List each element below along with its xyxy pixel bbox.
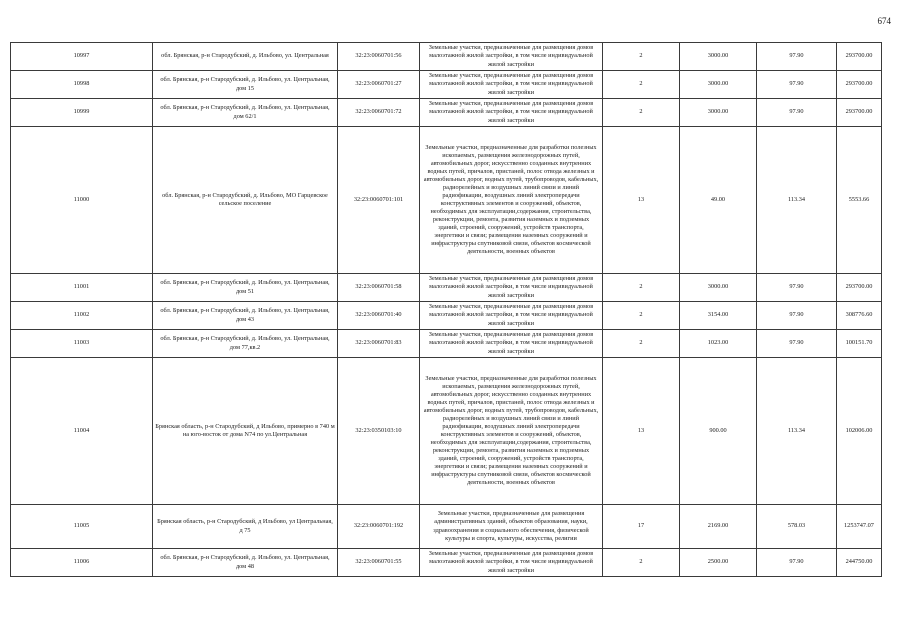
record-number-cell: 10997 [11,43,153,71]
cadastral-value-cell: 308776.60 [837,302,882,330]
area-cell: 1023.00 [680,330,757,358]
area-cell: 3000.00 [680,71,757,99]
table-row [11,71,882,99]
land-use-purpose-cell: Земельные участки, предназначенные для размещения домов малоэтажной жилой застройки, в том числе индивидуальной жилой застройки [420,302,603,330]
land-use-purpose-cell: Земельные участки, предназначенные для размещения домов малоэтажной жилой застройки, в том числе индивидуальной жилой застройки [420,99,603,127]
area-cell: 49.00 [680,127,757,274]
cadastral-number-cell: 32:23:0060701:55 [338,549,420,577]
address-cell: обл. Брянская, р-н Стародубский, д. Ильбово, ул. Центральная, дом 48 [153,549,338,577]
area-cell: 3154.00 [680,302,757,330]
cadastral-number-cell: 32:23:0060701:56 [338,43,420,71]
record-number-cell: 11001 [11,274,153,302]
address-cell: обл. Брянская, р-н Стародубский, д. Ильбово, ул. Центральная, дом 51 [153,274,338,302]
area-cell: 3000.00 [680,274,757,302]
land-use-group-cell: 2 [603,549,680,577]
table-row [11,43,882,71]
address-cell: обл. Брянская, р-н Стародубский, д. Ильбово, ул. Центральная, дом 15 [153,71,338,99]
address-cell: обл. Брянская, р-н Стародубский, д. Ильбово, ул. Центральная [153,43,338,71]
cadastral-number-cell: 32:23:0060701:58 [338,274,420,302]
land-use-purpose-cell: Земельные участки, предназначенные для размещения административных зданий, объектов образования, науки, здравоохранения и социального обеспечения, физической культуры и спорта, культуры, искусства, религии [420,505,603,549]
land-use-purpose-cell: Земельные участки, предназначенные для размещения домов малоэтажной жилой застройки, в том числе индивидуальной жилой застройки [420,274,603,302]
cadastral-value-cell: 293700.00 [837,71,882,99]
table-row [11,99,882,127]
table-row [11,549,882,577]
area-cell: 3000.00 [680,43,757,71]
area-cell: 2169.00 [680,505,757,549]
specific-value-cell: 97.90 [757,274,837,302]
table-row [11,302,882,330]
cadastral-value-cell: 293700.00 [837,274,882,302]
address-cell: обл. Брянская, р-н Стародубский, д. Ильбово, МО Гарцевское сельское поселение [153,127,338,274]
land-cadastral-value-table [10,42,882,577]
cadastral-value-cell: 293700.00 [837,99,882,127]
area-cell: 2500.00 [680,549,757,577]
specific-value-cell: 113.34 [757,127,837,274]
land-use-group-cell: 13 [603,358,680,505]
address-cell: обл. Брянская, р-н Стародубский, д. Ильбово, ул. Центральная, дом 43 [153,302,338,330]
specific-value-cell: 578.03 [757,505,837,549]
cadastral-number-cell: 32:23:0060701:83 [338,330,420,358]
specific-value-cell: 97.90 [757,43,837,71]
table-row [11,505,882,549]
page-number: 674 [877,16,891,26]
address-cell: Брянская область, р-н Стародубский, д Ильбово, примерно в 740 м на юго-восток от дома N74 по ул.Центральная [153,358,338,505]
table-row [11,358,882,505]
table-row [11,330,882,358]
specific-value-cell: 97.90 [757,99,837,127]
land-use-purpose-cell: Земельные участки, предназначенные для размещения домов малоэтажной жилой застройки, в том числе индивидуальной жилой застройки [420,549,603,577]
address-cell: обл. Брянская, р-н Стародубский, д. Ильбово, ул. Центральная, дом 77,кв.2 [153,330,338,358]
record-number-cell: 10998 [11,71,153,99]
area-cell: 900.00 [680,358,757,505]
record-number-cell: 10999 [11,99,153,127]
address-cell: Брянская область, р-н Стародубский, д Ильбово, ул Центральная, д 75 [153,505,338,549]
cadastral-value-cell: 1253747.07 [837,505,882,549]
record-number-cell: 11005 [11,505,153,549]
specific-value-cell: 97.90 [757,549,837,577]
record-number-cell: 11002 [11,302,153,330]
land-use-purpose-cell: Земельные участки, предназначенные для разработки полезных ископаемых, размещения железнодорожных путей, автомобильных дорог, искусственно созданных внутренних водных путей, причалов, пристаней, полос отвода железных и автомобильных дорог, водных путей, трубопроводов, кабельных, радиорелейных и воздушных линий связи и линий радиофикации, воздушных линий электропередачи конструктивных элементов и сооружений, объектов, необходимых для эксплуатации,содержания, строительства, реконструкции, ремонта, развития наземных и подземных зданий, строений, сооружений, устройств транспорта, энергетики и связи; размещения наземных сооружений и инфраструктуры спутниковой связи, объектов космической деятельности, военных объектов [420,358,603,505]
specific-value-cell: 97.90 [757,71,837,99]
specific-value-cell: 97.90 [757,330,837,358]
address-cell: обл. Брянская, р-н Стародубский, д. Ильбово, ул. Центральная, дом 62/1 [153,99,338,127]
record-number-cell: 11004 [11,358,153,505]
land-use-purpose-cell: Земельные участки, предназначенные для размещения домов малоэтажной жилой застройки, в том числе индивидуальной жилой застройки [420,43,603,71]
cadastral-number-cell: 32:23:0060701:72 [338,99,420,127]
land-use-group-cell: 2 [603,43,680,71]
land-use-purpose-cell: Земельные участки, предназначенные для размещения домов малоэтажной жилой застройки, в том числе индивидуальной жилой застройки [420,330,603,358]
table-body [11,43,882,577]
record-number-cell: 11006 [11,549,153,577]
specific-value-cell: 97.90 [757,302,837,330]
land-use-group-cell: 2 [603,71,680,99]
cadastral-number-cell: 32:23:0060701:40 [338,302,420,330]
land-use-purpose-cell: Земельные участки, предназначенные для разработки полезных ископаемых, размещения железнодорожных путей, автомобильных дорог, искусственно созданных внутренних водных путей, причалов, пристаней, полос отвода железных и автомобильных дорог, водных путей, трубопроводов, кабельных, радиорелейных и воздушных линий связи и линий радиофикации, воздушных линий электропередачи конструктивных элементов и сооружений, объектов, необходимых для эксплуатации,содержания, строительства, реконструкции, ремонта, развития наземных и подземных зданий, строений, сооружений, устройств транспорта, энергетики и связи; размещения наземных сооружений и инфраструктуры спутниковой связи, объектов космической деятельности, военных объектов [420,127,603,274]
land-use-group-cell: 2 [603,302,680,330]
cadastral-number-cell: 32:23:0350103:10 [338,358,420,505]
cadastral-value-cell: 244750.00 [837,549,882,577]
land-use-group-cell: 17 [603,505,680,549]
cadastral-value-cell: 5553.66 [837,127,882,274]
table-row [11,127,882,274]
land-use-group-cell: 2 [603,274,680,302]
specific-value-cell: 113.34 [757,358,837,505]
table-row [11,274,882,302]
cadastral-number-cell: 32:23:0060701:101 [338,127,420,274]
land-use-group-cell: 2 [603,99,680,127]
cadastral-number-cell: 32:23:0060701:192 [338,505,420,549]
record-number-cell: 11003 [11,330,153,358]
cadastral-value-cell: 293700.00 [837,43,882,71]
cadastral-value-cell: 100151.70 [837,330,882,358]
record-number-cell: 11000 [11,127,153,274]
land-use-group-cell: 2 [603,330,680,358]
land-use-purpose-cell: Земельные участки, предназначенные для размещения домов малоэтажной жилой застройки, в том числе индивидуальной жилой застройки [420,71,603,99]
cadastral-value-cell: 102006.00 [837,358,882,505]
land-use-group-cell: 13 [603,127,680,274]
cadastral-number-cell: 32:23:0060701:27 [338,71,420,99]
area-cell: 3000.00 [680,99,757,127]
